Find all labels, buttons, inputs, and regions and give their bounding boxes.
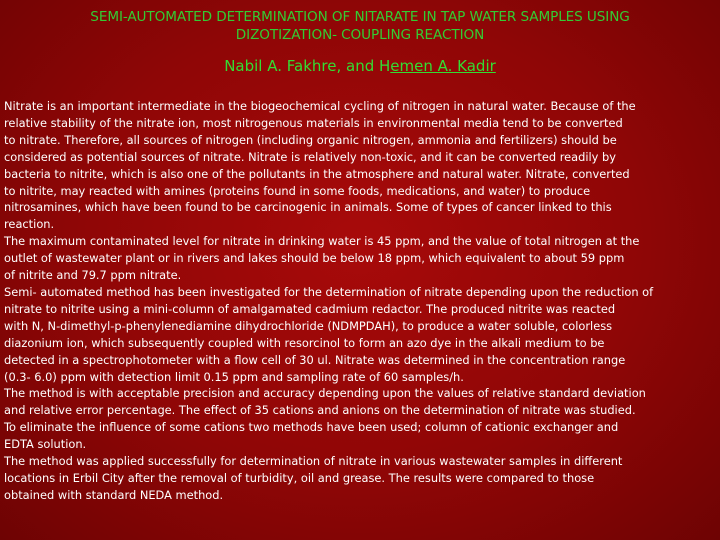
text-line: with N, N-dimethyl-p-phenylenediamine dihydrochloride (NDMPDAH), to produce a water soluble, colorless xyxy=(4,318,613,333)
paragraph-method xyxy=(4,284,716,385)
authors-underlined-text: emen A. Kadir xyxy=(390,57,496,75)
slide-title xyxy=(0,8,720,44)
title-line: DIZOTIZATION- COUPLING REACTION xyxy=(235,27,485,43)
text-line: nitrate to nitrite using a mini-column of amalgamated cadmium redactor. The produced nitrite was reacted xyxy=(4,301,616,316)
title-line: SEMI-AUTOMATED DETERMINATION OF NITARATE IN TAP WATER SAMPLES USING xyxy=(90,9,630,25)
text-line: The method is with acceptable precision and accuracy depending upon the values of relative standard deviation xyxy=(4,386,646,401)
text-line: diazonium ion, which subsequently coupled with resorcinol to form an azo dye in the alkali medium to be xyxy=(4,335,605,350)
text-line: Semi- automated method has been investigated for the determination of nitrate depending upon the reduction of xyxy=(4,284,654,299)
text-line: considered as potential sources of nitrate. Nitrate is relatively non-toxic, and it can be converted readily by xyxy=(4,149,617,164)
text-line: EDTA solution. xyxy=(4,437,87,452)
text-line: to nitrite, may reacted with amines (proteins found in some foods, medications, and water) to produce xyxy=(4,183,591,198)
text-line: To eliminate the influence of some cations two methods have been used; column of cationic exchanger and xyxy=(4,420,619,435)
authors-text: Nabil A. Fakhre, and H xyxy=(224,57,391,75)
text-line: outlet of wastewater plant or in rivers and lakes should be below 18 ppm, which equivalent to about 59 ppm xyxy=(4,251,625,266)
text-line: The method was applied successfully for determination of nitrate in various wastewater samples in different xyxy=(4,454,623,469)
authors-line xyxy=(0,56,720,76)
text-line: to nitrate. Therefore, all sources of nitrogen (including organic nitrogen, ammonia and fertilizers) should be xyxy=(4,132,617,147)
paragraph-intro xyxy=(4,98,716,233)
text-line: detected in a spectrophotometer with a flow cell of 30 ul. Nitrate was determined in the concentration range xyxy=(4,352,626,367)
text-line: obtained with standard NEDA method. xyxy=(4,487,224,502)
text-line: bacteria to nitrite, which is also one of the pollutants in the atmosphere and natural water. Nitrate, converted xyxy=(4,166,630,181)
paragraph-application xyxy=(4,453,716,504)
text-line: and relative error percentage. The effect of 35 cations and anions on the determination of nitrate was studied. xyxy=(4,403,636,418)
text-line: nitrosamines, which have been found to be carcinogenic in animals. Some of types of cancer linked to this xyxy=(4,200,612,215)
paragraph-precision xyxy=(4,385,716,453)
text-line: of nitrite and 79.7 ppm nitrate. xyxy=(4,268,182,283)
text-line: reaction. xyxy=(4,217,55,232)
paragraph-limits xyxy=(4,233,716,284)
text-line: The maximum contaminated level for nitrate in drinking water is 45 ppm, and the value of total nitrogen at the xyxy=(4,234,640,249)
text-line: Nitrate is an important intermediate in the biogeochemical cycling of nitrogen in natural water. Because of the xyxy=(4,99,636,113)
text-line: locations in Erbil City after the removal of turbidity, oil and grease. The results were compared to those xyxy=(4,470,595,485)
abstract-body xyxy=(4,98,716,504)
text-line: (0.3- 6.0) ppm with detection limit 0.15 ppm and sampling rate of 60 samples/h. xyxy=(4,369,464,384)
text-line: relative stability of the nitrate ion, most nitrogenous materials in environmental media tend to be converted xyxy=(4,115,623,130)
